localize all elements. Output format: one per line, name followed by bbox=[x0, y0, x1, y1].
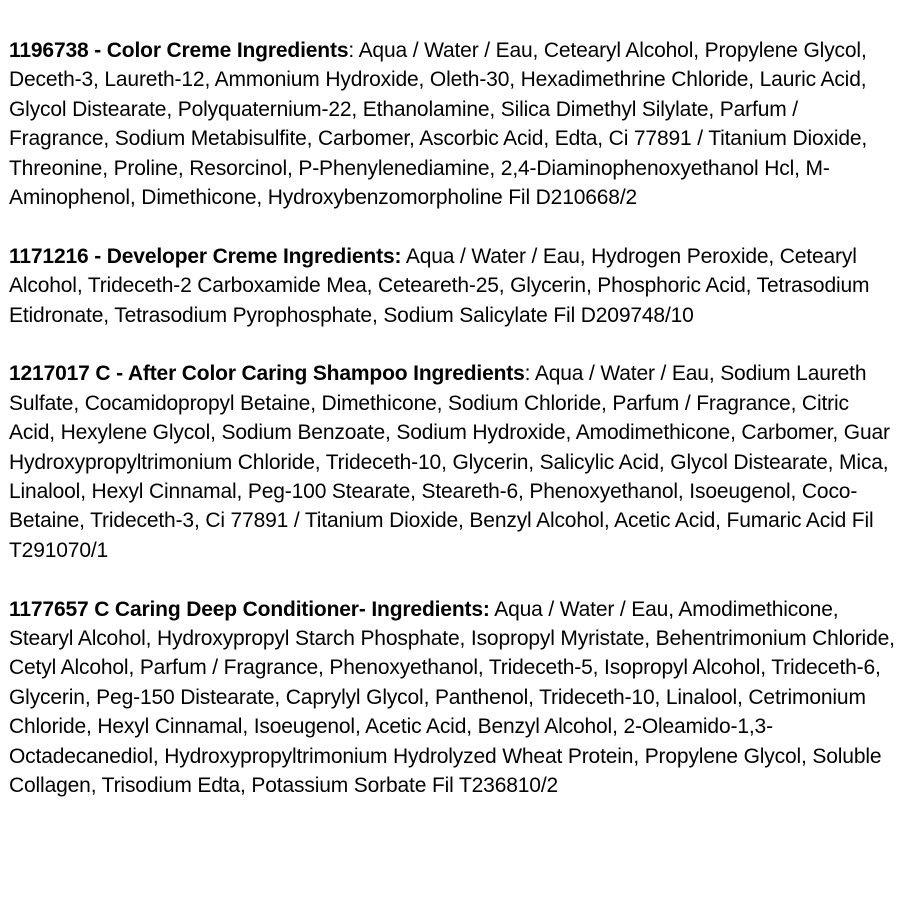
shampoo-heading: 1217017 C - After Color Caring Shampoo Ingredients bbox=[9, 362, 525, 386]
color-creme-ingredients: : Aqua / Water / Eau, Cetearyl Alcohol, Propylene Glycol, Deceth-3, Laureth-12, Ammonium Hydroxide, Oleth-30, Hexadimethrine Chloride, Lauric Acid, Glycol Distearate, Polyquaternium-22, Ethanolamine, Silica Dimethyl Silylate, Parfum / Fragrance, Sodium Metabisulfite, Carbomer, Ascorbic Acid, Edta, Ci 77891 / Titanium Dioxide, Threonine, Proline, Resorcinol, P-Phenylenediamine, 2,4-Diaminophenoxyethanol Hcl, M-Aminophenol, Dimethicone, Hydroxybenzomorpholine Fil D210668/2 bbox=[9, 39, 868, 210]
conditioner-section bbox=[9, 595, 897, 801]
conditioner-ingredients: Aqua / Water / Eau, Amodimethicone, Stearyl Alcohol, Hydroxypropyl Starch Phosphate, Isopropyl Myristate, Behentrimonium Chloride, Cetyl Alcohol, Parfum / Fragrance, Phenoxyethanol, Trideceth-5, Isopropyl Alcohol, Trideceth-6, Glycerin, Peg-150 Distearate, Caprylyl Glycol, Panthenol, Trideceth-10, Linalool, Cetrimonium Chloride, Hexyl Cinnamal, Isoeugenol, Acetic Acid, Benzyl Alcohol, 2-Oleamido-1,3-Octadecanediol, Hydroxypropyltrimonium Hydrolyzed Wheat Protein, Propylene Glycol, Soluble Collagen, Trisodium Edta, Potassium Sorbate Fil T236810/2 bbox=[9, 597, 895, 798]
color-creme-heading: 1196738 - Color Creme Ingredients bbox=[9, 39, 349, 62]
developer-creme-heading: 1171216 - Developer Creme Ingredients: bbox=[9, 244, 402, 268]
developer-creme-ingredients: Aqua / Water / Eau, Hydrogen Peroxide, Cetearyl Alcohol, Trideceth-2 Carboxamide Mea, Ceteareth-25, Glycerin, Phosphoric Acid, Tetrasodium Etidronate, Tetrasodium Pyrophosphate, Sodium Salicylate Fil D209748/10 bbox=[9, 244, 870, 327]
developer-creme-section bbox=[9, 242, 897, 330]
color-creme-section bbox=[9, 36, 897, 212]
ingredients-document bbox=[9, 36, 897, 830]
shampoo-ingredients: : Aqua / Water / Eau, Sodium Laureth Sulfate, Cocamidopropyl Betaine, Dimethicone, Sodium Chloride, Parfum / Fragrance, Citric Acid, Hexylene Glycol, Sodium Benzoate, Sodium Hydroxide, Amodimethicone, Carbomer, Guar Hydroxypropyltrimonium Chloride, Trideceth-10, Glycerin, Salicylic Acid, Glycol Distearate, Mica, Linalool, Hexyl Cinnamal, Peg-100 Stearate, Steareth-6, Phenoxyethanol, Isoeugenol, Coco-Betaine, Trideceth-3, Ci 77891 / Titanium Dioxide, Benzyl Alcohol, Acetic Acid, Fumaric Acid Fil T291070/1 bbox=[9, 362, 890, 562]
shampoo-section bbox=[9, 359, 897, 565]
conditioner-heading: 1177657 C Caring Deep Conditioner- Ingredients: bbox=[9, 597, 490, 621]
